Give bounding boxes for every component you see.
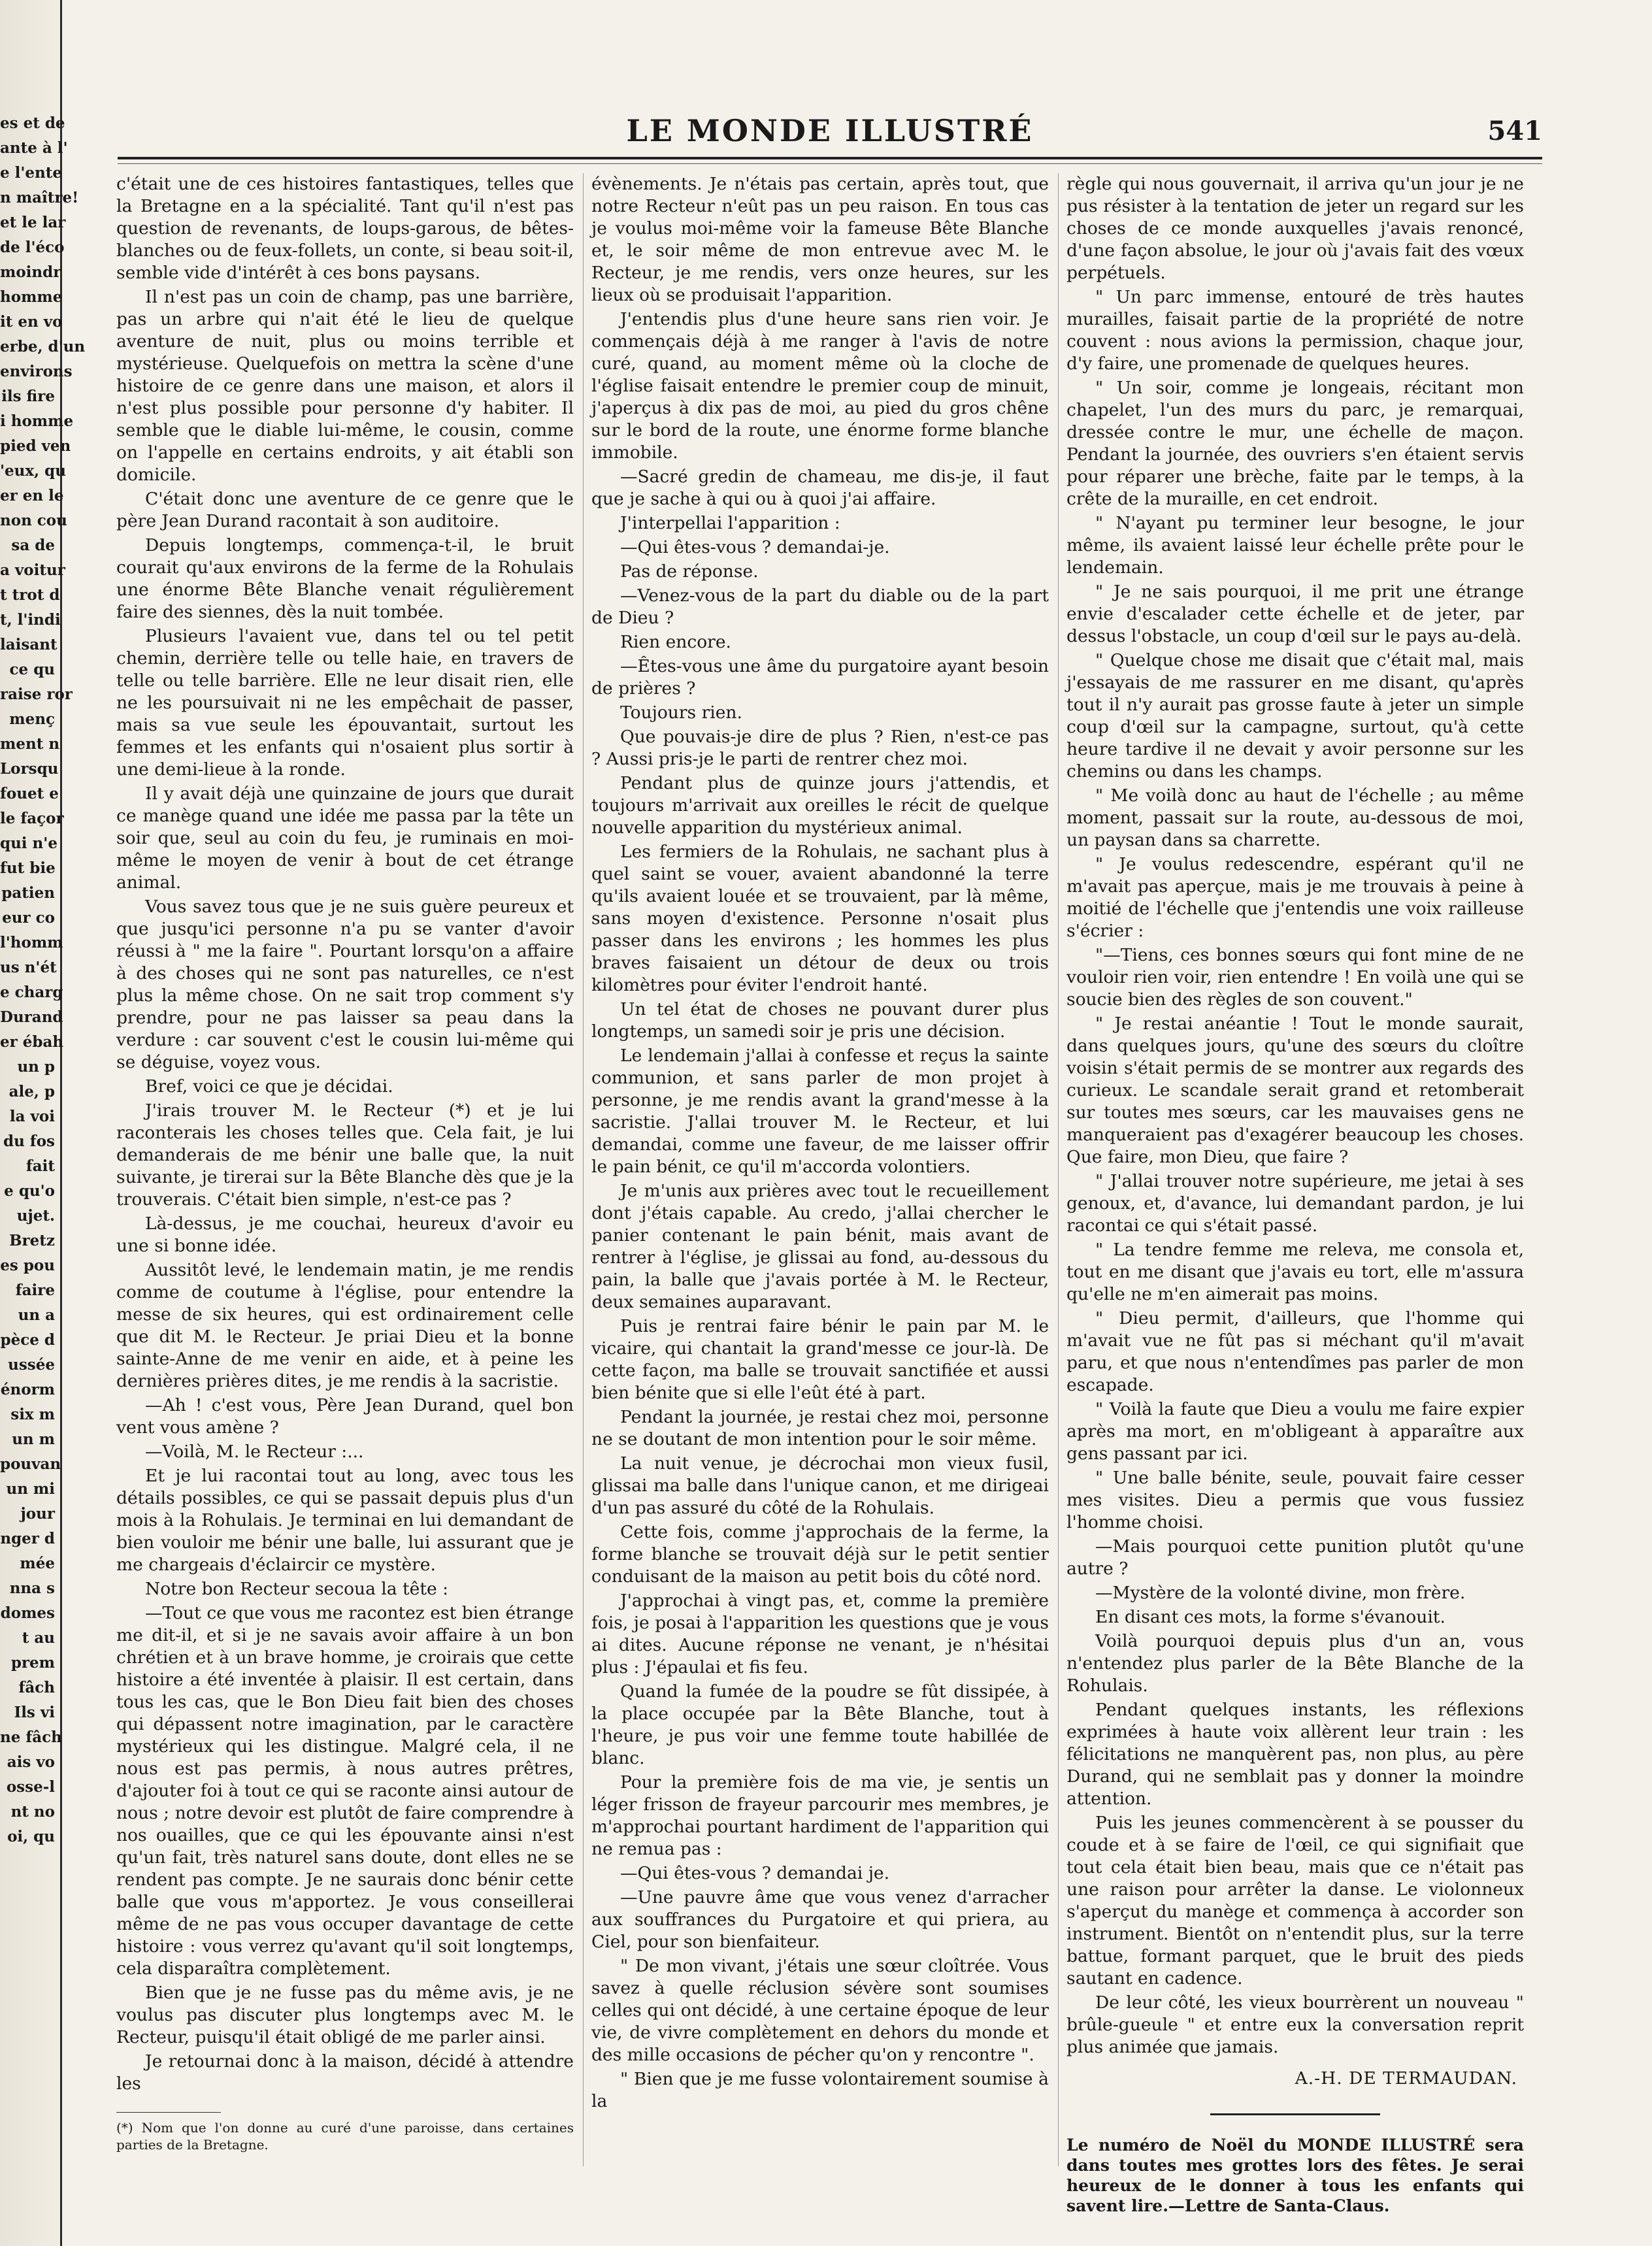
masthead-rule-thin (118, 163, 1542, 164)
bleed-text-fragment: l'homm (0, 934, 63, 951)
article-paragraph: Un tel état de choses ne pouvant durer plus longtemps, un samedi soir je pris une décision. (591, 999, 1049, 1042)
bleed-text-fragment: de l'éco (0, 239, 65, 256)
bleed-text-fragment: prem (10, 1654, 55, 1672)
article-paragraph: —Sacré gredin de chameau, me dis-je, il faut que je sache à qui ou à quoi j'ai affaire. (591, 467, 1049, 509)
bleed-text-fragment: Ils vi (14, 1704, 55, 1721)
article-paragraph: " Un parc immense, entouré de très hautes murailles, faisait partie de la propriété de notre couvent : nous avions la permission, chaque jour, d'y faire, une promenade de quelques heures. (1066, 287, 1524, 374)
article-paragraph: Bref, voici ce que je décidai. (145, 1076, 393, 1097)
section-rule (1210, 2113, 1380, 2115)
bleed-text-fragment: et le lar (0, 214, 66, 231)
article-paragraph: " J'allai trouver notre supérieure, me jetai à ses genoux, et, d'avance, lui demandant pardon, je lui racontai ce qui s'était passé. (1066, 1171, 1524, 1236)
article-paragraph: Les fermiers de la Rohulais, ne sachant plus à quel saint se vouer, avaient abandonné la terre qu'ils avaient louée et se trouvaient, par là même, sans moyen d'existence. Personne n'osait plus passer dans les environs ; les hommes les plus braves faisaient un détour de deux ou trois kilomètres pour éviter l'endroit hanté. (591, 842, 1049, 995)
article-paragraph: " Je restai anéantie ! Tout le monde saurait, dans quelques jours, qu'une des sœurs du cloître voisin s'était permis de se montrer aux regards des curieux. Le scandale serait grand et retomberait sur toutes mes sœurs, car les mauvaises gens ne manqueraient pas d'exagérer beaucoup les choses. Que faire, mon Dieu, que faire ? (1066, 1014, 1524, 1167)
newspaper-title: LE MONDE ILLUSTRÉ (626, 113, 1034, 148)
article-paragraph: Depuis longtemps, commença-t-il, le bruit courait qu'aux environs de la ferme de la Rohulais une énorme Bête Blanche venait régulièrement faire des siennes, dès la nuit tombée. (116, 535, 574, 622)
bleed-text-fragment: es et de (0, 114, 65, 132)
article-paragraph: règle qui nous gouvernait, il arriva qu'un jour je ne pus résister à la tentation de jeter un regard sur les choses de ce monde auxquelles j'avais renoncé, d'une façon absolue, le jour où j'avais fait des vœux perpétuels. (1066, 174, 1524, 283)
bleed-text-fragment: fut bie (0, 859, 56, 877)
article-paragraph: " Voilà la faute que Dieu a voulu me faire expier après ma mort, en m'obligeant à apparaître aux gens passant par ici. (1066, 1399, 1524, 1464)
article-paragraph: Vous savez tous que je ne suis guère peureux et que jusqu'ici personne n'a pu se vanter d'avoir réussi à " me la faire ". Pourtant lorsqu'on a affaire à des choses qui ne sont pas naturelles, ce n'est plus la même chose. On ne sait trop comment s'y prendre, pour ne pas laisser sa peau dans la verdure : car souvent c'est le cousin lui-même qui se déguise, voyez vous. (116, 897, 574, 1072)
article-paragraph: Rien encore. (620, 632, 731, 652)
article-paragraph: —Qui êtes-vous ? demandai-je. (620, 537, 890, 557)
bleed-text-fragment: ale, p (8, 1083, 55, 1100)
masthead-rule (118, 157, 1542, 159)
article-paragraph: Voilà pourquoi depuis plus d'un an, vous n'entendez plus parler de la Bête Blanche de la Rohulais. (1066, 1631, 1524, 1696)
article-paragraph: Puis les jeunes commencèrent à se pousser du coude et à se faire de l'œil, ce qui signifiait que tout cela était bien beau, mais que ce n'était pas une raison pour arrêter la danse. Le violonneux s'aperçut du manège et commença à accorder son instrument. Bientôt on n'entendit plus, sur la terre battue, formant parquet, que le bruit des pieds sautant en cadence. (1066, 1813, 1524, 1989)
article-paragraph: " Dieu permit, d'ailleurs, que l'homme qui m'avait vue ne fût pas si méchant qu'il m'avait paru, et que nous n'entendîmes pas parler de mon escapade. (1066, 1308, 1524, 1395)
bleed-text-fragment: menç (9, 710, 55, 728)
article-paragraph: Aussitôt levé, le lendemain matin, je me rendis comme de coutume à l'église, pour entendre la messe de six heures, qui est ordinairement celle que dit M. le Recteur. Je priai Dieu et la bonne sainte-Anne de me venir en aide, et à peine les dernières prières dites, je me rendis à la sacristie. (116, 1260, 574, 1391)
bleed-text-fragment: nger d (0, 1530, 55, 1547)
article-paragraph: Plusieurs l'avaient vue, dans tel ou tel petit chemin, derrière telle ou telle haie, en travers de telle ou telle barrière. Elle ne leur disait rien, elle ne les poursuivait ni ne les empêchait de passer, mais sa vue seule les épouvantait, surtout les femmes et les enfants qui n'osaient plus sortir à une demi-lieue à la ronde. (116, 626, 574, 780)
article-paragraph: Pas de réponse. (620, 561, 759, 582)
adjacent-page-bleed (0, 0, 86, 2246)
article-paragraph: Quand la fumée de la poudre se fût dissipée, à la place occupée par la Bête Blanche, tout à l'heure, je pus voir une femme toute habillée de blanc. (591, 1681, 1049, 1768)
article-paragraph: —Mystère de la volonté divine, mon frère. (1095, 1583, 1466, 1603)
article-paragraph: Il y avait déjà une quinzaine de jours que durait ce manège quand une idée me passa par la tête un soir que, seul au coin du feu, je ruminais en moi-même le moyen de venir à bout de cet étrange animal. (116, 784, 574, 893)
article-paragraph: En disant ces mots, la forme s'évanouit. (1095, 1607, 1446, 1627)
article-paragraph: —Voilà, M. le Recteur :... (145, 1442, 364, 1462)
bleed-text-fragment: ce qu (9, 661, 55, 678)
article-paragraph: C'était donc une aventure de ce genre que le père Jean Durand racontait à son auditoire. (116, 489, 574, 531)
bleed-text-fragment: erbe, d'un (0, 338, 86, 355)
article-paragraph: " Bien que je me fusse volontairement soumise à la (591, 2069, 1049, 2111)
bleed-text-fragment: e l'ente (0, 164, 63, 182)
bleed-text-fragment: un m (12, 1430, 55, 1448)
bleed-text-fragment: osse-l (6, 1778, 55, 1796)
bleed-text-fragment: fait (25, 1157, 55, 1175)
footnote-rule (116, 2112, 221, 2113)
bleed-text-fragment: ils fire (1, 388, 55, 405)
bleed-text-fragment: ne fâch (0, 1728, 62, 1746)
article-paragraph: Que pouvais-je dire de plus ? Rien, n'est-ce pas ? Aussi pris-je le parti de rentrer chez moi. (591, 727, 1049, 769)
bleed-text-fragment: du fos (3, 1132, 55, 1150)
article-paragraph: évènements. Je n'étais pas certain, après tout, que notre Recteur n'eût pas un peu raison. En tous cas je voulus moi-même voir la fameuse Bête Blanche et, le soir même de mon entrevue avec M. le Recteur, je me rendis, vers onze heures, sur les lieux où se produisait l'apparition. (591, 174, 1049, 305)
bleed-text-fragment: sa de (11, 537, 55, 554)
bleed-text-fragment: er en le (0, 487, 64, 504)
article-paragraph: —Venez-vous de la part du diable ou de la part de Dieu ? (591, 586, 1049, 628)
article-paragraph: " Je voulus redescendre, espérant qu'il ne m'avait pas aperçue, mais je me trouvais à peine à moitié de l'échelle que j'entendis une voix railleuse s'écrier : (1066, 854, 1524, 941)
bleed-text-fragment: ujet. (16, 1207, 55, 1225)
bleed-text-fragment: n maître! (0, 189, 79, 206)
bleed-text-fragment: nt no (10, 1803, 55, 1821)
article-paragraph: —Qui êtes-vous ? demandai je. (620, 1863, 890, 1883)
bleed-text-fragment: environs (0, 363, 73, 380)
article-paragraph: Pendant la journée, je restai chez moi, personne ne se doutant de mon intention pour le soir même. (591, 1407, 1049, 1449)
article-paragraph: Là-dessus, je me couchai, heureux d'avoir eu une si bonne idée. (116, 1214, 574, 1256)
bleed-text-fragment: jour (20, 1505, 55, 1523)
author-signature: A.-H. DE TERMAUDAN. (1295, 2068, 1517, 2089)
bleed-text-fragment: er ébah (0, 1033, 64, 1051)
bleed-text-fragment: domes (0, 1604, 55, 1622)
bleed-text-fragment: t trot d (0, 586, 60, 604)
article-paragraph: —Êtes-vous une âme du purgatoire ayant besoin de prières ? (591, 656, 1049, 699)
article-paragraph: c'était une de ces histoires fantastiques, telles que la Bretagne en a la spécialité. Tant qu'il n'est pas question de revenants, de loups-garous, de bêtes-blanches ou de feux-follets, un conte, si beau soit-il, semble vide d'intérêt à ces bons paysans. (116, 174, 574, 283)
column-divider (583, 173, 584, 2166)
christmas-notice: Le numéro de Noël du MONDE ILLUSTRÉ sera dans toutes mes grottes lors des fêtes. Je serai heureux de le donner à tous les enfants qui savent lire.—Lettre de Santa-Claus. (1066, 2136, 1524, 2215)
bleed-text-fragment: t au (22, 1629, 55, 1647)
article-paragraph: De leur côté, les vieux bourrèrent un nouveau " brûle-gueule " et entre eux la conversation reprit plus animée que jamais. (1066, 1992, 1524, 2057)
article-paragraph: —Ah ! c'est vous, Père Jean Durand, quel bon vent vous amène ? (116, 1395, 574, 1438)
article-paragraph: " La tendre femme me releva, me consola et, tout en me disant que j'avais eu tort, elle m'assura qu'elle ne m'en aimerait pas moins. (1066, 1240, 1524, 1304)
bleed-text-fragment: fâch (18, 1679, 55, 1696)
article-paragraph: —Tout ce que vous me racontez est bien étrange me dit-il, et si je ne savais avoir affaire à un bon chrétien et à un brave homme, je croirais que cette histoire a été inventée à plaisir. Il est certain, dans tous les cas, que le Bon Dieu fait bien des choses qui dépassent notre imagination, par le caractère mystérieux qui les distingue. Malgré cela, il ne nous est pas permis, à nous autres prêtres, d'ajouter foi à tout ce qui se raconte ainsi autour de nous ; notre devoir est plutôt de faire comprendre à nos ouailles, que ce qui les épouvante ainsi n'est qu'un fait, très naturel sans doute, dont elles ne se rendent pas compte. Je ne saurais donc bénir cette balle que vous m'apportez. Je vous conseillerai même de ne pas vous occuper davantage de cette histoire : vous verrez qu'avant qu'il soit longtemps, cela disparaîtra complètement. (116, 1603, 574, 1979)
bleed-text-fragment: it en vo (0, 313, 63, 331)
column-2 (591, 173, 1049, 2115)
column-divider (1058, 173, 1059, 2166)
bleed-text-fragment: 'eux, qu (0, 462, 66, 480)
bleed-text-fragment: homme (0, 288, 63, 306)
column-1 (116, 173, 574, 2155)
bleed-text-fragment: non cou (0, 512, 67, 529)
bleed-text-fragment: eur co (2, 909, 55, 927)
article-paragraph: J'approchai à vingt pas, et, comme la première fois, je posai à l'apparition les questions que je vous ai dites. Aucune réponse ne venant, je n'hésitai plus : J'épaulai et fis feu. (591, 1591, 1049, 1677)
bleed-text-fragment: e qu'o (4, 1182, 55, 1200)
bleed-text-fragment: ante à l' (0, 139, 68, 157)
bleed-text-fragment: moindr (0, 263, 61, 281)
bleed-text-fragment: la voi (9, 1108, 55, 1125)
bleed-text-fragment: qui n'e (0, 834, 58, 852)
bleed-text-fragment: us n'ét (0, 959, 57, 976)
bleed-text-fragment: patien (1, 884, 55, 902)
bleed-text-fragment: es pou (0, 1257, 55, 1274)
bleed-text-fragment: faire (15, 1281, 55, 1299)
bleed-text-fragment: un mi (6, 1480, 55, 1498)
article-paragraph: " N'ayant pu terminer leur besogne, le jour même, ils avaient laissé leur échelle prête pour le lendemain. (1066, 513, 1524, 578)
article-paragraph: J'interpellai l'apparition : (620, 513, 840, 533)
article-paragraph: " Je ne sais pourquoi, il me prit une étrange envie d'escalader cette échelle et de jeter, par dessus l'obstacle, un coup d'œil sur le pays au-delà. (1066, 582, 1524, 646)
page-number: 541 (1487, 116, 1542, 146)
article-paragraph: Puis je rentrai faire bénir le pain par M. le vicaire, qui chantait la grand'messe ce jour-là. De cette façon, ma balle se trouvait sanctifiée et aussi bien bénite que si elle l'eût été à part. (591, 1316, 1049, 1403)
article-paragraph: —Mais pourquoi cette punition plutôt qu'une autre ? (1066, 1536, 1524, 1579)
article-paragraph: " Une balle bénite, seule, pouvait faire cesser mes visites. Dieu a permis que vous fussiez l'homme choisi. (1066, 1468, 1524, 1532)
column-3 (1066, 173, 1524, 2218)
bleed-text-fragment: oi, qu (7, 1828, 55, 1845)
bleed-text-fragment: raise ror (0, 685, 73, 703)
bleed-text-fragment: ussée (8, 1356, 55, 1374)
bleed-text-fragment: ment n (0, 735, 60, 753)
masthead (118, 108, 1542, 154)
article-paragraph: " De mon vivant, j'étais une sœur cloîtrée. Vous savez à quelle réclusion sévère sont soumises celles qui ont décidé, à une certaine époque de leur vie, de vivre complètement en dehors du monde et des mille occasions de pécher qu'on y rencontre ". (591, 1956, 1049, 2065)
bleed-text-fragment: t, l'indi (0, 611, 61, 629)
bleed-text-fragment: fouet e (0, 785, 59, 802)
bleed-text-fragment: un p (17, 1058, 55, 1076)
bleed-text-fragment: ais vo (7, 1753, 55, 1771)
bleed-text-fragment: le façor (0, 810, 64, 827)
bleed-text-fragment: e charg (0, 983, 63, 1001)
bleed-text-fragment: pèce d (0, 1331, 55, 1349)
bleed-text-fragment: mée (20, 1555, 55, 1572)
bleed-text-fragment: Lorsqu (0, 760, 59, 778)
bleed-text-fragment: pouvan (0, 1455, 61, 1473)
article-paragraph: J'entendis plus d'une heure sans rien voir. Je commençais déjà à me ranger à l'avis de notre curé, quand, au moment même où la cloche de l'église faisait entendre le premier coup de minuit, j'aperçus à dix pas de moi, au pied du gros chêne sur le bord de la route, une énorme forme blanche immobile. (591, 309, 1049, 463)
article-paragraph: Notre bon Recteur secoua la tête : (145, 1579, 449, 1599)
article-paragraph: J'irais trouver M. le Recteur (*) et je lui raconterais les choses telles que. Cela fait, je lui demanderais de me bénir une balle que, la nuit suivante, je tirerai sur la Bête Blanche dès que je la trouverais. C'était bien simple, n'est-ce pas ? (116, 1100, 574, 1210)
bleed-text-fragment: un a (18, 1306, 55, 1324)
article-paragraph: —Une pauvre âme que vous venez d'arracher aux souffrances du Purgatoire et qui priera, au Ciel, pour son bienfaiteur. (591, 1887, 1049, 1952)
article-paragraph: "—Tiens, ces bonnes sœurs qui font mine de ne vouloir rien voir, rien entendre ! En voilà une qui se soucie bien des règles de son couvent." (1066, 945, 1524, 1010)
article-paragraph: Pour la première fois de ma vie, je sentis un léger frisson de frayeur parcourir mes membres, je m'approchai pourtant hardiment de l'apparition qui ne remua pas : (591, 1772, 1049, 1859)
article-paragraph: La nuit venue, je décrochai mon vieux fusil, glissai ma balle dans l'unique canon, et me dirigeai d'un pas assuré du côté de la Rohulais. (591, 1453, 1049, 1518)
article-paragraph: " Me voilà donc au haut de l'échelle ; au même moment, passait sur la route, au-dessous de moi, un paysan dans sa charrette. (1066, 785, 1524, 850)
bleed-text-fragment: nna s (9, 1579, 55, 1597)
article-paragraph: Le lendemain j'allai à confesse et reçus la sainte communion, et sans parler de mon projet à personne, je me rendis avant la grand'messe à la sacristie. J'allai trouver M. le Recteur, et lui demandai, comme une faveur, de me laisser offrir le pain bénit, ce qu'il m'accorda volontiers. (591, 1046, 1049, 1177)
bleed-text-fragment: pied ven (0, 437, 71, 455)
article-paragraph: Toujours rien. (620, 702, 742, 723)
bleed-text-fragment: a voitur (0, 561, 65, 579)
bleed-text-fragment: Bretz (9, 1232, 55, 1249)
article-paragraph: Il n'est pas un coin de champ, pas une barrière, pas un arbre qui n'ait été le lieu de quelque aventure de nuit, plus ou moins terrible et mystérieuse. Quelquefois on mettra la scène d'une histoire de ce genre dans une maison, et alors il n'est plus possible pour personne d'y habiter. Il semble que le diable lui-même, le cousin, comme on l'appelle en certains endroits, y ait établi son domicile. (116, 287, 574, 485)
article-paragraph: Et je lui racontai tout au long, avec tous les détails possibles, ce qui se passait depuis plus d'un mois à la Rohulais. Je terminai en lui demandant de bien vouloir me bénir une balle, lui assurant que je me chargeais d'éclaircir ce mystère. (116, 1466, 574, 1575)
bleed-text-fragment: six m (10, 1406, 55, 1423)
article-paragraph: Bien que je ne fusse pas du même avis, je ne voulus pas discuter plus longtemps avec M. le Recteur, puisqu'il était obligé de me parler ainsi. (116, 1983, 574, 2047)
article-paragraph: Pendant plus de quinze jours j'attendis, et toujours m'arrivait aux oreilles le récit de quelque nouvelle apparition du mystérieux animal. (591, 773, 1049, 838)
article-paragraph: " Un soir, comme je longeais, récitant mon chapelet, l'un des murs du parc, je remarquai, dressée contre le mur, une échelle de maçon. Pendant la journée, des ouvriers s'en étaient servis pour réparer une brèche, faite par le temps, à la crête de la muraille, en cet endroit. (1066, 378, 1524, 509)
article-paragraph: Pendant quelques instants, les réflexions exprimées à haute voix allèrent leur train : les félicitations ne manquèrent pas, non plus, au père Durand, qui ne semblait pas y donner la moindre attention. (1066, 1700, 1524, 1809)
bleed-text-fragment: Durand (0, 1008, 63, 1026)
bleed-text-fragment: i homme (0, 412, 74, 430)
article-paragraph: " Quelque chose me disait que c'était mal, mais j'essayais de me rassurer en me disant, qu'après tout il n'y aurait pas grosse faute à jeter un simple coup d'œil sur la campagne, surtout, qu'à cette heure tardive il ne devait y avoir personne sur les chemins ou dans les champs. (1066, 650, 1524, 782)
bleed-text-fragment: laisant (0, 636, 58, 653)
article-paragraph: Cette fois, comme j'approchais de la ferme, la forme blanche se trouvait déjà sur le petit sentier conduisant de la maison au petit bois du côté nord. (591, 1522, 1049, 1587)
article-paragraph: Je m'unis aux prières avec tout le recueillement dont j'étais capable. Au credo, j'allai chercher le panier contenant le pain bénit, mais avant de rentrer à l'église, je glissai au fond, au-dessous du pain, la balle que j'avais portée à M. le Recteur, deux semaines auparavant. (591, 1181, 1049, 1312)
bleed-text-fragment: énorm (0, 1381, 55, 1398)
article-paragraph: Je retournai donc à la maison, décidé à attendre les (116, 2051, 574, 2094)
footnote: (*) Nom que l'on donne au curé d'une paroisse, dans certaines parties de la Bretagne. (116, 2120, 574, 2153)
